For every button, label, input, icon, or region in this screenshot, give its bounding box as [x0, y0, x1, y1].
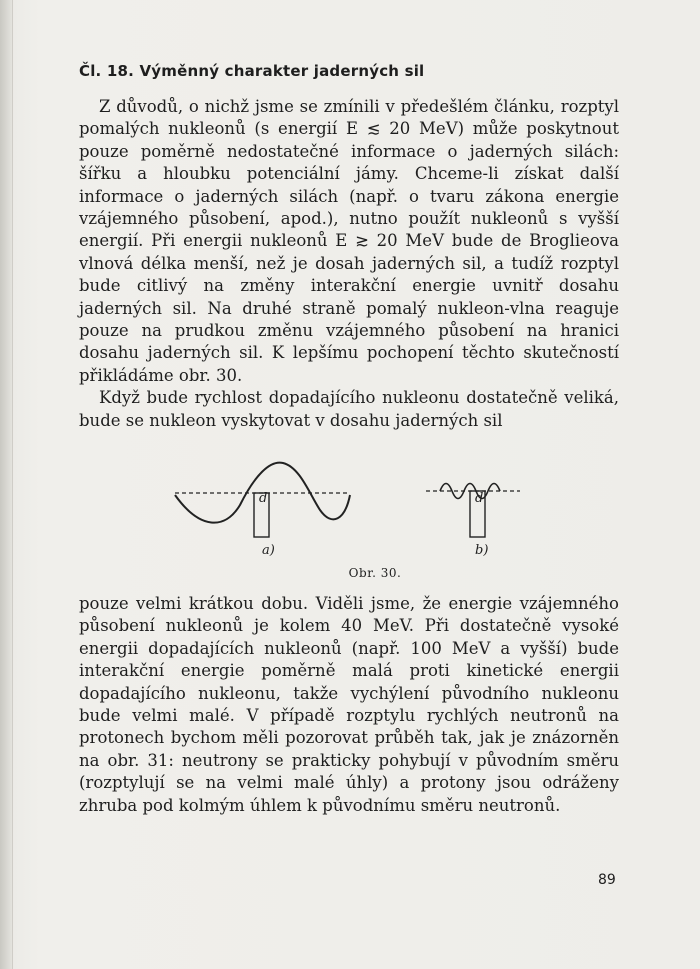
section-title: Čl. 18. Výměnný charakter jaderných sil: [79, 62, 425, 80]
page-number: 89: [598, 872, 616, 888]
paragraph-2: Když bude rychlost dopadajícího nukleonu dostatečně veliká, bude se nukleon vyskytovat v dosahu jaderných sil: [79, 388, 619, 430]
well-width-label-b: d: [475, 491, 484, 506]
paragraph-1: Z důvodů, o nichž jsme se zmínili v předešlém článku, rozptyl pomalých nukleonů (s energií E ≲ 20 MeV) může poskytnout pouze poměrně nedostatečné informace o jaderných silách: šířku a hloubku potenciální jámy. Chceme-li získat další informace o jaderných silách (např. o tvaru zákona energie vzájemného působení, apod.), nutno použít nukleonů s vyšší energií. Při energii nukleonů E ≳ 20 MeV bude de Broglieova vlnová délka menší, než je dosah jaderných sil, a tudíž rozptyl bude citlivý na změny interakční energie uvnitř dosahu jaderných sil. Na druhé straně pomalý nukleon-vlna reaguje pouze na prudkou změnu vzájemného působení na hranici dosahu jaderných sil. K lepšímu pochopení těchto skutečností přikládáme obr. 30.: [79, 97, 619, 385]
page-binding-edge: [0, 0, 13, 969]
figure-caption: Obr. 30.: [348, 566, 402, 580]
figure-30: [160, 455, 540, 595]
figure-label-a: a): [262, 543, 275, 558]
body-text-top: [79, 96, 619, 432]
body-text-bottom: [79, 593, 619, 817]
well-width-label-a: d: [259, 491, 268, 506]
figure-label-b: b): [475, 543, 489, 558]
paragraph-3: pouze velmi krátkou dobu. Viděli jsme, že energie vzájemného působení nukleonů je kolem 40 MeV. Při dostatečně vysoké energii dopadajících nukleonů (např. 100 MeV a vyšší) bude interakční energie poměrně malá proti kinetické energii dopadajícího nukleonu, takže vychýlení původního nukleonu bude velmi malé. V případě rozptylu rychlých neutronů na protonech bychom měli pozorovat průběh tak, jak je znázorněn na obr. 31: neutrony se prakticky pohybují v původním směru (rozptylují se na velmi malé úhly) a protony jsou odráženy zhruba pod kolmým úhlem k původnímu směru neutronů.: [79, 594, 619, 815]
